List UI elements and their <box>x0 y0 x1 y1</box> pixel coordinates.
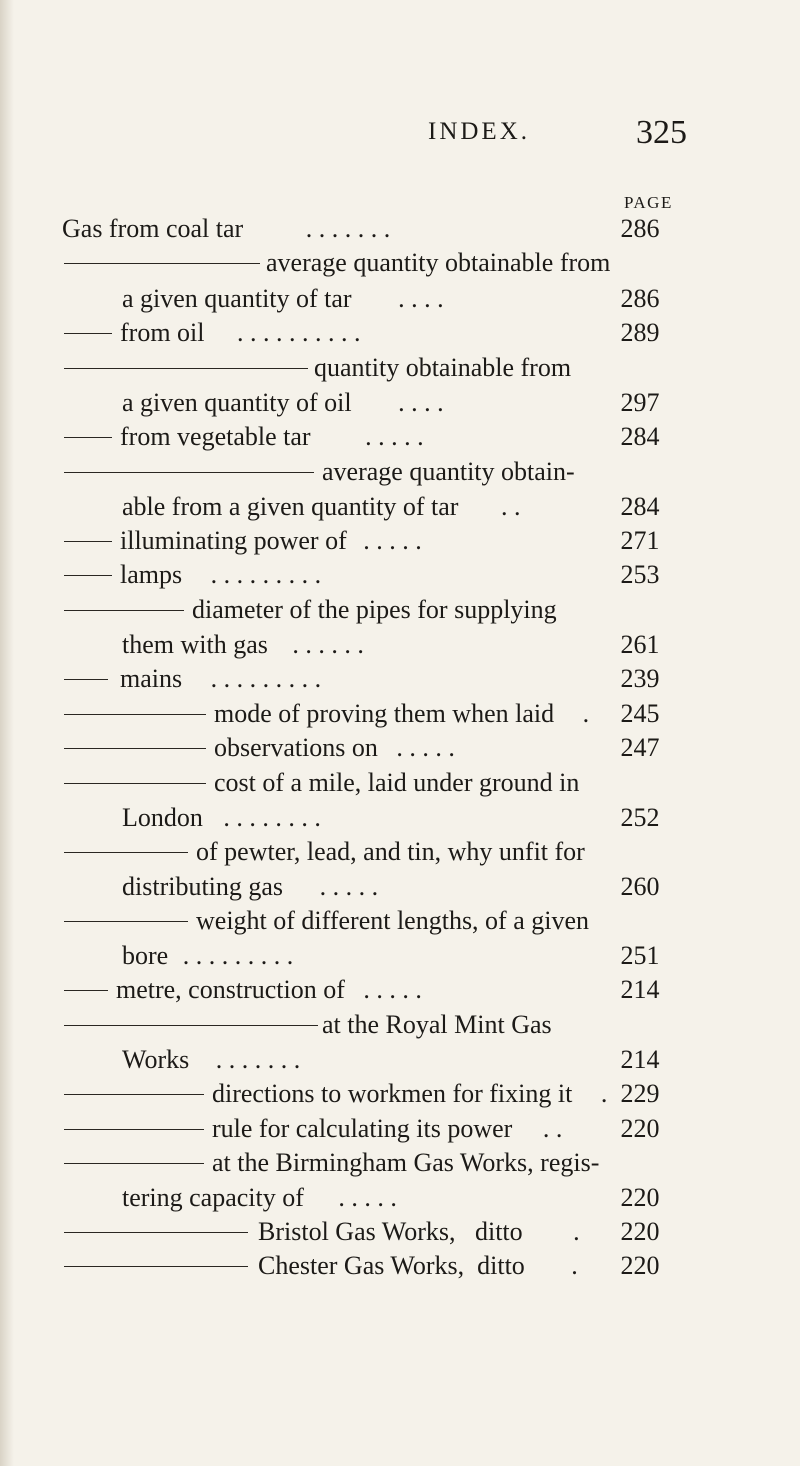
index-entry <box>322 1008 552 1042</box>
index-entry <box>214 697 589 731</box>
index-entry <box>196 904 589 938</box>
dot-leader: . <box>571 1251 578 1280</box>
index-entry <box>120 420 424 454</box>
page-column-label: PAGE <box>624 193 673 212</box>
page-ref: 220 <box>620 1251 660 1280</box>
index-entry <box>122 870 378 904</box>
entry-text: metre, construction of <box>116 975 345 1004</box>
entry-text: lamps <box>120 560 183 589</box>
page-ref: 261 <box>620 630 660 659</box>
dot-leader: . . . . <box>398 388 444 417</box>
page-ref: 289 <box>620 318 660 347</box>
dot-leader: . . . . . . . . . <box>210 560 322 589</box>
page-ref: 253 <box>620 560 660 589</box>
entry-text: Bristol Gas Works, ditto <box>258 1217 523 1246</box>
index-entry <box>122 939 293 973</box>
index-entry <box>192 593 557 627</box>
entry-text: of pewter, lead, and tin, why unfit for <box>196 837 585 866</box>
entry-text: mains <box>120 664 183 693</box>
entry-text: diameter of the pipes for supplying <box>192 595 557 624</box>
ditto-dash <box>64 714 206 715</box>
ditto-dash <box>64 472 314 473</box>
ditto-dash <box>64 610 184 611</box>
ditto-dash <box>64 748 206 749</box>
ditto-dash <box>64 437 112 438</box>
index-entry <box>120 662 321 696</box>
dot-leader: . . . . . <box>365 422 424 451</box>
index-entry <box>122 628 364 662</box>
ditto-dash <box>64 921 188 922</box>
dot-leader: . . . . . <box>338 1183 397 1212</box>
ditto-dash <box>64 368 308 369</box>
ditto-dash <box>64 783 206 784</box>
entry-text: from oil <box>120 318 205 347</box>
page-ref: 260 <box>620 872 660 901</box>
page-ref: 251 <box>620 941 660 970</box>
index-entry <box>314 351 571 385</box>
page-ref: 220 <box>620 1217 660 1246</box>
page-ref: 284 <box>620 422 660 451</box>
index-entry <box>322 455 575 489</box>
page-ref: 297 <box>620 388 660 417</box>
index-entry <box>62 212 390 246</box>
entry-text: bore <box>122 941 169 970</box>
dot-leader: . . . . . . . <box>215 1045 301 1074</box>
page-ref: 286 <box>620 214 660 243</box>
entry-text: a given quantity of tar <box>122 284 352 313</box>
page-ref: 286 <box>620 284 660 313</box>
index-entry <box>258 1249 578 1283</box>
dot-leader: . <box>573 1217 580 1246</box>
running-title: INDEX. <box>428 118 531 145</box>
entry-text: a given quantity of oil <box>122 388 352 417</box>
ditto-dash <box>64 263 260 264</box>
ditto-dash <box>64 1232 248 1233</box>
entry-text: Gas from coal tar <box>62 214 244 243</box>
entry-text: average quantity obtain- <box>322 457 575 486</box>
page-ref: 271 <box>620 526 660 555</box>
index-entry <box>214 766 579 800</box>
ditto-dash <box>64 852 188 853</box>
index-entry <box>214 731 455 765</box>
index-entry <box>122 801 321 835</box>
dot-leader: . . <box>500 492 521 521</box>
ditto-dash <box>64 1025 318 1026</box>
index-entry <box>212 1077 607 1111</box>
index-entry <box>122 1181 397 1215</box>
page-number: 325 <box>636 114 687 151</box>
index-entry <box>266 246 610 280</box>
page-ref: 220 <box>620 1183 660 1212</box>
entry-text: at the Royal Mint Gas <box>322 1010 552 1039</box>
entry-text: London <box>122 803 203 832</box>
entry-text: directions to workmen for fixing it <box>212 1079 573 1108</box>
entry-text: observations on <box>214 733 378 762</box>
entry-text: them with gas <box>122 630 268 659</box>
dot-leader: . <box>582 699 590 728</box>
page-ref: 214 <box>620 975 660 1004</box>
entry-text: tering capacity of <box>122 1183 304 1212</box>
index-entry <box>122 282 444 316</box>
entry-text: quantity obtainable from <box>314 353 572 382</box>
dot-leader: . . . . . . . . . . <box>237 318 361 347</box>
ditto-dash <box>64 679 108 680</box>
entry-text: average quantity obtainable from <box>266 248 611 277</box>
dot-leader: . . . . <box>398 284 444 313</box>
index-entry <box>116 973 422 1007</box>
entry-text: Chester Gas Works, ditto <box>258 1251 525 1280</box>
entry-text: at the Birmingham Gas Works, regis- <box>212 1148 600 1177</box>
dot-leader: . <box>600 1079 608 1108</box>
ditto-dash <box>64 1266 248 1267</box>
entry-text: illuminating power of <box>120 526 347 555</box>
entry-text: mode of proving them when laid <box>214 699 555 728</box>
entry-text: weight of different lengths, of a given <box>196 906 590 935</box>
entry-text: Works <box>122 1045 190 1074</box>
dot-leader: . . . . . . . <box>305 214 391 243</box>
ditto-dash <box>64 541 112 542</box>
index-entry <box>212 1112 562 1146</box>
running-head <box>0 114 800 154</box>
dot-leader: . . . . . . . . . <box>210 664 322 693</box>
ditto-dash <box>64 575 112 576</box>
index-entry <box>122 490 520 524</box>
index-entry <box>196 835 585 869</box>
entry-text: rule for calculating its power <box>212 1114 513 1143</box>
page-ref: 229 <box>620 1079 660 1108</box>
index-entry <box>212 1146 599 1180</box>
index-entry <box>120 524 422 558</box>
page-edge <box>0 0 14 1466</box>
entry-text: able from a given quantity of tar <box>122 492 459 521</box>
ditto-dash <box>64 333 112 334</box>
page-ref: 239 <box>620 664 660 693</box>
index-entry <box>122 1043 300 1077</box>
dot-leader: . . . . . <box>363 975 422 1004</box>
index-entry <box>258 1215 580 1249</box>
dot-leader: . . . . . . <box>292 630 364 659</box>
ditto-dash <box>64 1094 204 1095</box>
page-ref: 214 <box>620 1045 660 1074</box>
ditto-dash <box>64 1129 204 1130</box>
ditto-dash <box>64 1163 204 1164</box>
entry-text: from vegetable tar <box>120 422 311 451</box>
dot-leader: . . <box>542 1114 563 1143</box>
ditto-dash <box>64 990 108 991</box>
dot-leader: . . . . . . . . <box>223 803 321 832</box>
entry-text: distributing gas <box>122 872 284 901</box>
index-entry <box>120 558 321 592</box>
page-ref: 284 <box>620 492 660 521</box>
page-ref: 247 <box>620 733 660 762</box>
dot-leader: . . . . . <box>396 733 455 762</box>
index-entry <box>120 316 361 350</box>
dot-leader: . . . . . <box>363 526 422 555</box>
page-ref: 220 <box>620 1114 660 1143</box>
index-entry <box>122 386 444 420</box>
page-ref: 252 <box>620 803 660 832</box>
entry-text: cost of a mile, laid under ground in <box>214 768 580 797</box>
page-ref: 245 <box>620 699 660 728</box>
dot-leader: . . . . . . . . . <box>182 941 294 970</box>
dot-leader: . . . . . <box>319 872 379 901</box>
